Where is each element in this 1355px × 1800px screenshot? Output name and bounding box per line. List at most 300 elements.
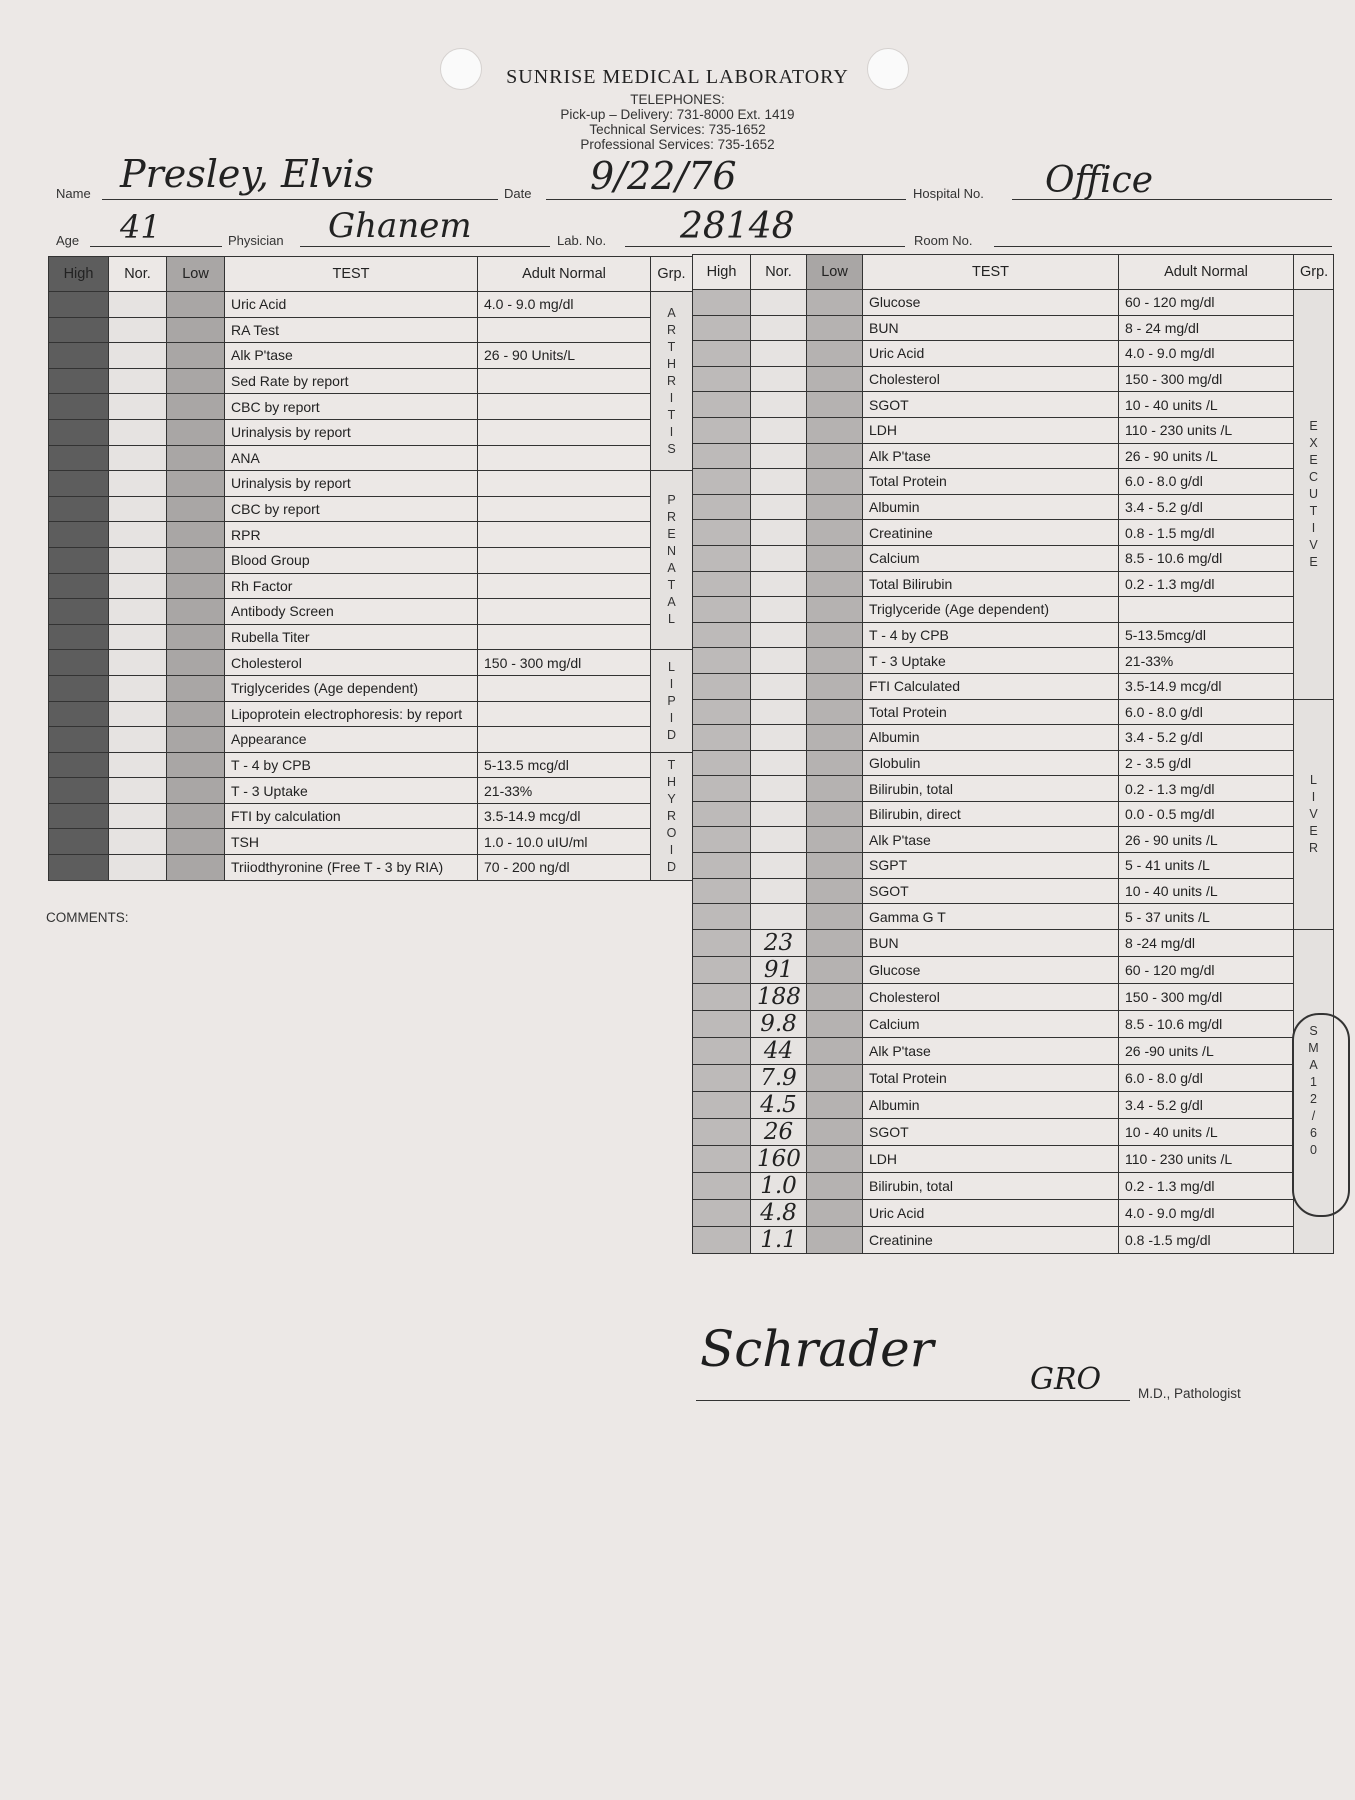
high-cell (49, 317, 109, 343)
low-cell (167, 624, 225, 650)
result-value: 1.1 (751, 1226, 807, 1253)
pathologist-title: M.D., Pathologist (1138, 1386, 1241, 1401)
table-row (693, 776, 1334, 802)
low-cell (807, 801, 863, 827)
test-name: Alk P'tase (225, 343, 478, 369)
right-table-header (693, 255, 1334, 290)
adult-normal-range: 6.0 - 8.0 g/dl (1119, 1064, 1294, 1091)
test-name: CBC by report (225, 394, 478, 420)
test-name: FTI Calculated (863, 673, 1119, 699)
low-cell (167, 419, 225, 445)
left-table-header (49, 257, 693, 292)
nor-cell (109, 599, 167, 625)
high-cell (693, 983, 751, 1010)
low-cell (807, 545, 863, 571)
table-row (693, 648, 1334, 674)
adult-normal-range: 60 - 120 mg/dl (1119, 290, 1294, 316)
test-name: BUN (863, 315, 1119, 341)
result-value (751, 699, 807, 725)
result-value (751, 366, 807, 392)
high-cell (693, 417, 751, 443)
result-value (751, 827, 807, 853)
comments-label: COMMENTS: (46, 910, 129, 925)
low-cell (807, 673, 863, 699)
adult-normal-range (478, 599, 651, 625)
result-value (751, 622, 807, 648)
nor-cell (109, 471, 167, 497)
high-cell (693, 1010, 751, 1037)
table-row (693, 469, 1334, 495)
table-row (693, 904, 1334, 930)
result-value: 91 (751, 956, 807, 983)
nor-cell (109, 778, 167, 804)
table-row (49, 599, 693, 625)
lab-no-value: 28148 (680, 206, 795, 247)
test-name: Rh Factor (225, 573, 478, 599)
high-cell (693, 904, 751, 930)
adult-normal-range: 5-13.5mcg/dl (1119, 622, 1294, 648)
group-label: E X E C U T I V E (1294, 290, 1334, 700)
high-cell (693, 571, 751, 597)
test-name: Albumin (863, 725, 1119, 751)
low-cell (167, 778, 225, 804)
test-name: Triiodthyronine (Free T - 3 by RIA) (225, 855, 478, 881)
test-name: Blood Group (225, 547, 478, 573)
high-cell (693, 699, 751, 725)
low-cell (807, 1064, 863, 1091)
low-cell (167, 471, 225, 497)
group-label: T H Y R O I D (651, 752, 693, 880)
adult-normal-range: 8.5 - 10.6 mg/dl (1119, 1010, 1294, 1037)
table-row (49, 778, 693, 804)
test-name: Total Protein (863, 469, 1119, 495)
low-cell (807, 1226, 863, 1253)
high-cell (49, 624, 109, 650)
low-cell (167, 675, 225, 701)
table-row (49, 522, 693, 548)
header-nor: Nor. (751, 255, 807, 290)
hospital-no-value: Office (1045, 160, 1153, 201)
adult-normal-range: 0.8 - 1.5 mg/dl (1119, 520, 1294, 546)
table-row (693, 853, 1334, 879)
header-adult-normal: Adult Normal (1119, 255, 1294, 290)
adult-normal-range (478, 496, 651, 522)
header-test: TEST (863, 255, 1119, 290)
nor-cell (109, 547, 167, 573)
table-row (693, 1226, 1334, 1253)
header-grp: Grp. (1294, 255, 1334, 290)
header-test: TEST (225, 257, 478, 292)
signature-line (696, 1400, 1130, 1401)
group-label: A R T H R I T I S (651, 292, 693, 471)
adult-normal-range (478, 547, 651, 573)
test-name: Albumin (863, 1091, 1119, 1118)
adult-normal-range: 2 - 3.5 g/dl (1119, 750, 1294, 776)
test-name: Creatinine (863, 520, 1119, 546)
high-cell (693, 597, 751, 623)
high-cell (49, 650, 109, 676)
high-cell (693, 1145, 751, 1172)
table-row (49, 343, 693, 369)
table-row (49, 292, 693, 318)
high-cell (693, 827, 751, 853)
adult-normal-range: 3.5-14.9 mcg/dl (1119, 673, 1294, 699)
table-row (49, 368, 693, 394)
test-name: Calcium (863, 545, 1119, 571)
table-row (693, 801, 1334, 827)
low-cell (807, 1037, 863, 1064)
adult-normal-range: 0.2 - 1.3 mg/dl (1119, 776, 1294, 802)
result-value (751, 417, 807, 443)
high-cell (49, 394, 109, 420)
low-cell (807, 1145, 863, 1172)
high-cell (49, 343, 109, 369)
low-cell (807, 622, 863, 648)
low-cell (807, 520, 863, 546)
high-cell (693, 1199, 751, 1226)
table-row (693, 443, 1334, 469)
table-row (49, 829, 693, 855)
nor-cell (109, 343, 167, 369)
result-value (751, 392, 807, 418)
test-name: Total Protein (863, 1064, 1119, 1091)
adult-normal-range (478, 522, 651, 548)
test-name: BUN (863, 929, 1119, 956)
adult-normal-range: 4.0 - 9.0 mg/dl (478, 292, 651, 318)
test-name: LDH (863, 1145, 1119, 1172)
adult-normal-range: 8.5 - 10.6 mg/dl (1119, 545, 1294, 571)
high-cell (693, 290, 751, 316)
age-label: Age (56, 233, 80, 248)
group-label: S M A 1 2 / 6 0 (1294, 929, 1334, 1253)
table-row (49, 675, 693, 701)
test-name: T - 4 by CPB (225, 752, 478, 778)
high-cell (693, 622, 751, 648)
result-value (751, 853, 807, 879)
low-cell (807, 392, 863, 418)
adult-normal-range (478, 471, 651, 497)
test-name: Total Bilirubin (863, 571, 1119, 597)
test-name: Triglycerides (Age dependent) (225, 675, 478, 701)
table-row (693, 597, 1334, 623)
high-cell (49, 445, 109, 471)
adult-normal-range: 150 - 300 mg/dl (478, 650, 651, 676)
table-row (49, 650, 693, 676)
high-cell (693, 1037, 751, 1064)
lab-name: SUNRISE MEDICAL LABORATORY (506, 66, 849, 88)
test-name: SGOT (863, 392, 1119, 418)
test-name: Bilirubin, direct (863, 801, 1119, 827)
high-cell (49, 752, 109, 778)
test-name: Appearance (225, 727, 478, 753)
low-cell (807, 597, 863, 623)
low-cell (807, 1172, 863, 1199)
adult-normal-range (478, 445, 651, 471)
adult-normal-range: 10 - 40 units /L (1119, 878, 1294, 904)
result-value: 1.0 (751, 1172, 807, 1199)
adult-normal-range: 150 - 300 mg/dl (1119, 366, 1294, 392)
low-cell (807, 983, 863, 1010)
phone-line-technical: Technical Services: 735-1652 (589, 122, 766, 137)
table-row (693, 366, 1334, 392)
low-cell (167, 855, 225, 881)
high-cell (693, 776, 751, 802)
nor-cell (109, 727, 167, 753)
adult-normal-range: 4.0 - 9.0 mg/dl (1119, 341, 1294, 367)
result-value (751, 341, 807, 367)
high-cell (693, 801, 751, 827)
low-cell (807, 878, 863, 904)
result-value (751, 673, 807, 699)
high-cell (693, 929, 751, 956)
high-cell (693, 545, 751, 571)
test-name: FTI by calculation (225, 803, 478, 829)
test-name: RPR (225, 522, 478, 548)
adult-normal-range: 0.8 -1.5 mg/dl (1119, 1226, 1294, 1253)
adult-normal-range: 70 - 200 ng/dl (478, 855, 651, 881)
low-cell (807, 494, 863, 520)
result-value (751, 571, 807, 597)
table-row (693, 1091, 1334, 1118)
high-cell (693, 469, 751, 495)
high-cell (693, 853, 751, 879)
high-cell (693, 1064, 751, 1091)
table-row (693, 878, 1334, 904)
high-cell (693, 1091, 751, 1118)
result-value (751, 469, 807, 495)
header-adult-normal: Adult Normal (478, 257, 651, 292)
table-row (49, 573, 693, 599)
table-row (693, 315, 1334, 341)
date-value: 9/22/76 (590, 154, 737, 198)
table-row (693, 290, 1334, 316)
table-row (49, 624, 693, 650)
high-cell (49, 803, 109, 829)
table-row (693, 956, 1334, 983)
test-name: T - 3 Uptake (863, 648, 1119, 674)
adult-normal-range: 10 - 40 units /L (1119, 392, 1294, 418)
test-name: Uric Acid (863, 341, 1119, 367)
low-cell (807, 956, 863, 983)
adult-normal-range (478, 317, 651, 343)
test-name: Bilirubin, total (863, 776, 1119, 802)
test-name: Rubella Titer (225, 624, 478, 650)
table-row (693, 929, 1334, 956)
adult-normal-range (478, 675, 651, 701)
test-name: Glucose (863, 290, 1119, 316)
table-row (49, 445, 693, 471)
test-name: Calcium (863, 1010, 1119, 1037)
table-row (693, 417, 1334, 443)
adult-normal-range: 26 - 90 units /L (1119, 443, 1294, 469)
adult-normal-range (478, 419, 651, 445)
adult-normal-range: 26 - 90 units /L (1119, 827, 1294, 853)
low-cell (807, 571, 863, 597)
low-cell (807, 1118, 863, 1145)
test-name: T - 4 by CPB (863, 622, 1119, 648)
adult-normal-range: 3.5-14.9 mcg/dl (478, 803, 651, 829)
low-cell (167, 573, 225, 599)
test-name: SGOT (863, 1118, 1119, 1145)
table-row (49, 394, 693, 420)
phone-line-pickup: Pick-up – Delivery: 731-8000 Ext. 1419 (560, 107, 795, 122)
low-cell (807, 443, 863, 469)
low-cell (807, 315, 863, 341)
nor-cell (109, 752, 167, 778)
low-cell (167, 292, 225, 318)
low-cell (807, 699, 863, 725)
nor-cell (109, 829, 167, 855)
test-name: TSH (225, 829, 478, 855)
adult-normal-range (478, 701, 651, 727)
high-cell (693, 494, 751, 520)
room-no-label: Room No. (914, 233, 973, 248)
test-name: RA Test (225, 317, 478, 343)
nor-cell (109, 650, 167, 676)
test-name: Albumin (863, 494, 1119, 520)
table-row (49, 701, 693, 727)
result-value (751, 545, 807, 571)
adult-normal-range: 21-33% (478, 778, 651, 804)
low-cell (807, 1199, 863, 1226)
table-row (49, 547, 693, 573)
high-cell (693, 1118, 751, 1145)
high-cell (49, 855, 109, 881)
low-cell (807, 750, 863, 776)
age-value: 41 (120, 208, 161, 246)
test-name: Glucose (863, 956, 1119, 983)
adult-normal-range: 26 -90 units /L (1119, 1037, 1294, 1064)
physician-value: Ghanem (328, 206, 472, 246)
result-value (751, 597, 807, 623)
high-cell (49, 368, 109, 394)
test-name: Creatinine (863, 1226, 1119, 1253)
pathologist-signature: Schrader (700, 1320, 934, 1378)
test-name: SGOT (863, 878, 1119, 904)
result-value (751, 750, 807, 776)
physician-label: Physician (228, 233, 284, 248)
high-cell (49, 727, 109, 753)
nor-cell (109, 419, 167, 445)
hospital-no-label: Hospital No. (913, 186, 984, 201)
result-value (751, 520, 807, 546)
adult-normal-range: 6.0 - 8.0 g/dl (1119, 699, 1294, 725)
high-cell (693, 1172, 751, 1199)
table-row (693, 341, 1334, 367)
table-row (49, 419, 693, 445)
nor-cell (109, 624, 167, 650)
result-value (751, 290, 807, 316)
adult-normal-range: 26 - 90 Units/L (478, 343, 651, 369)
table-row (693, 827, 1334, 853)
right-test-table (692, 254, 1334, 1254)
low-cell (807, 341, 863, 367)
high-cell (49, 701, 109, 727)
high-cell (693, 673, 751, 699)
high-cell (49, 547, 109, 573)
adult-normal-range: 5 - 41 units /L (1119, 853, 1294, 879)
low-cell (167, 599, 225, 625)
table-row (49, 496, 693, 522)
result-value: 44 (751, 1037, 807, 1064)
high-cell (693, 392, 751, 418)
nor-cell (109, 368, 167, 394)
low-cell (167, 522, 225, 548)
table-row (693, 725, 1334, 751)
low-cell (807, 904, 863, 930)
low-cell (167, 829, 225, 855)
table-row (693, 1037, 1334, 1064)
low-cell (807, 417, 863, 443)
test-name: Sed Rate by report (225, 368, 478, 394)
test-name: LDH (863, 417, 1119, 443)
result-value (751, 648, 807, 674)
adult-normal-range: 4.0 - 9.0 mg/dl (1119, 1199, 1294, 1226)
result-value (751, 494, 807, 520)
result-value: 188 (751, 983, 807, 1010)
high-cell (693, 520, 751, 546)
low-cell (807, 1091, 863, 1118)
test-name: Total Protein (863, 699, 1119, 725)
low-cell (167, 650, 225, 676)
adult-normal-range: 1.0 - 10.0 uIU/ml (478, 829, 651, 855)
low-cell (167, 368, 225, 394)
result-value: 160 (751, 1145, 807, 1172)
test-name: Urinalysis by report (225, 419, 478, 445)
nor-cell (109, 317, 167, 343)
high-cell (693, 315, 751, 341)
adult-normal-range (478, 394, 651, 420)
result-value (751, 315, 807, 341)
header-nor: Nor. (109, 257, 167, 292)
table-row (49, 471, 693, 497)
adult-normal-range: 60 - 120 mg/dl (1119, 956, 1294, 983)
header-high: High (49, 257, 109, 292)
table-row (693, 1064, 1334, 1091)
table-row (693, 622, 1334, 648)
adult-normal-range (478, 727, 651, 753)
test-name: Globulin (863, 750, 1119, 776)
table-row (693, 673, 1334, 699)
test-name: Alk P'tase (863, 827, 1119, 853)
table-row (693, 1199, 1334, 1226)
low-cell (807, 1010, 863, 1037)
low-cell (167, 727, 225, 753)
date-label: Date (504, 186, 532, 201)
high-cell (693, 956, 751, 983)
nor-cell (109, 496, 167, 522)
result-value (751, 725, 807, 751)
result-value: 4.8 (751, 1199, 807, 1226)
test-name: SGPT (863, 853, 1119, 879)
adult-normal-range: 0.2 - 1.3 mg/dl (1119, 571, 1294, 597)
high-cell (693, 443, 751, 469)
high-cell (693, 341, 751, 367)
table-row (693, 1010, 1334, 1037)
telephones-label: TELEPHONES: (630, 92, 725, 107)
high-cell (693, 750, 751, 776)
adult-normal-range (1119, 597, 1294, 623)
table-row (693, 750, 1334, 776)
high-cell (49, 599, 109, 625)
high-cell (49, 496, 109, 522)
test-name: Triglyceride (Age dependent) (863, 597, 1119, 623)
header-grp: Grp. (651, 257, 693, 292)
low-cell (807, 469, 863, 495)
test-name: Uric Acid (225, 292, 478, 318)
high-cell (693, 725, 751, 751)
test-name: Uric Acid (863, 1199, 1119, 1226)
